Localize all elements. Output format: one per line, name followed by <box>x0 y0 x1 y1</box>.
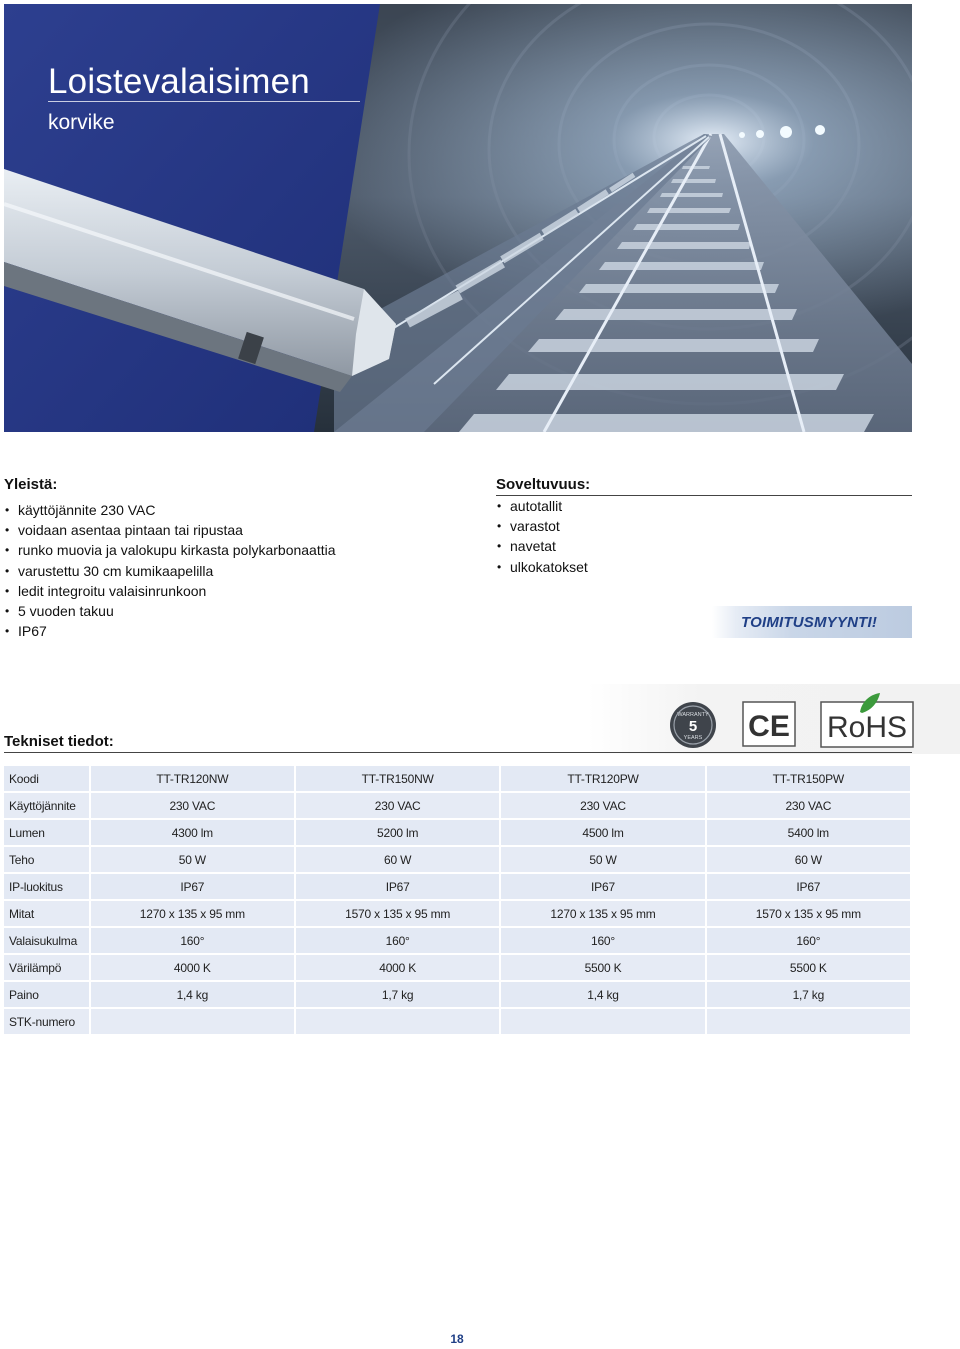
table-cell: 60 W <box>296 847 499 872</box>
table-cell: IP67 <box>296 874 499 899</box>
row-label: Käyttöjännite <box>4 793 89 818</box>
table-row <box>4 928 910 953</box>
table-cell: 230 VAC <box>296 793 499 818</box>
list-item: • voidaan asentaa pintaan tai ripustaa <box>5 522 243 539</box>
table-cell: TT-TR150NW <box>296 766 499 791</box>
table-row <box>4 955 910 980</box>
list-item: • varustettu 30 cm kumikaapelilla <box>5 562 214 579</box>
table-cell: 1,4 kg <box>501 982 704 1007</box>
table-row <box>4 982 910 1007</box>
table-cell: 160° <box>296 928 499 953</box>
table-cell: TT-TR120PW <box>501 766 704 791</box>
table-row <box>4 847 910 872</box>
list-item: • käyttöjännite 230 VAC <box>5 502 156 518</box>
row-label: Teho <box>4 847 89 872</box>
delivery-banner-text: TOIMITUSMYYNTI! <box>741 614 878 631</box>
table-cell <box>91 1009 294 1034</box>
table-cell: 1270 x 135 x 95 mm <box>501 901 704 926</box>
table-cell: IP67 <box>501 874 704 899</box>
table-cell: 1,7 kg <box>296 982 499 1007</box>
table-row <box>4 874 910 899</box>
table-cell: TT-TR150PW <box>707 766 910 791</box>
table-cell: IP67 <box>91 874 294 899</box>
table-cell: 5400 lm <box>707 820 910 845</box>
warranty-years: 5 <box>688 718 698 735</box>
row-label: Paino <box>4 982 89 1007</box>
row-label: Mitat <box>4 901 89 926</box>
table-cell: 50 W <box>91 847 294 872</box>
table-cell <box>501 1009 704 1034</box>
spec-table <box>2 764 912 1036</box>
list-item: • varastot <box>497 518 560 535</box>
warranty-unit: YEARS <box>683 735 703 741</box>
list-item: • autotallit <box>497 498 563 514</box>
table-cell: 4000 K <box>296 955 499 980</box>
table-cell: 1,7 kg <box>707 982 910 1007</box>
table-cell: 160° <box>501 928 704 953</box>
row-label: Valaisukulma <box>4 928 89 953</box>
page-number: 18 <box>450 1332 464 1346</box>
list-item: • IP67 <box>5 623 47 640</box>
table-cell: 5200 lm <box>296 820 499 845</box>
page-subtitle: korvike <box>48 111 115 134</box>
list-item: • 5 vuoden takuu <box>5 603 114 620</box>
table-cell: 4500 lm <box>501 820 704 845</box>
table-cell: TT-TR120NW <box>91 766 294 791</box>
general-list <box>4 500 336 641</box>
list-item: • ledit integroitu valaisinrunkoon <box>5 582 207 599</box>
table-cell: 230 VAC <box>707 793 910 818</box>
table-row <box>4 793 910 818</box>
table-cell: IP67 <box>707 874 910 899</box>
list-item: • navetat <box>497 538 556 555</box>
row-label: Koodi <box>4 766 89 791</box>
table-row <box>4 1009 910 1034</box>
tech-heading: Tekniset tiedot: <box>4 733 114 750</box>
suitability-list <box>496 496 588 577</box>
ce-text: CE <box>748 710 790 743</box>
list-item: • runko muovia ja valokupu kirkasta polykarbonaattia <box>5 542 336 559</box>
table-cell: 230 VAC <box>501 793 704 818</box>
table-cell: 60 W <box>707 847 910 872</box>
table-row <box>4 820 910 845</box>
list-item: • ulkokatokset <box>497 558 588 575</box>
warranty-badge-icon <box>668 700 718 750</box>
table-cell: 5500 K <box>501 955 704 980</box>
page-title: Loistevalaisimen <box>48 62 310 101</box>
table-cell: 1570 x 135 x 95 mm <box>296 901 499 926</box>
suitability-heading: Soveltuvuus: <box>496 476 591 493</box>
hero-banner <box>4 4 912 432</box>
table-cell: 4300 lm <box>91 820 294 845</box>
table-cell <box>707 1009 910 1034</box>
table-cell: 160° <box>707 928 910 953</box>
table-cell: 1,4 kg <box>91 982 294 1007</box>
table-cell: 160° <box>91 928 294 953</box>
tech-divider <box>4 752 912 753</box>
table-cell: 4000 K <box>91 955 294 980</box>
title-divider <box>48 101 360 102</box>
row-label: STK-numero <box>4 1009 89 1034</box>
table-row <box>4 766 910 791</box>
row-label: Lumen <box>4 820 89 845</box>
table-cell: 230 VAC <box>91 793 294 818</box>
row-label: Värilämpö <box>4 955 89 980</box>
rohs-text: RoHS <box>826 711 908 744</box>
row-label: IP-luokitus <box>4 874 89 899</box>
table-cell: 5500 K <box>707 955 910 980</box>
table-row <box>4 901 910 926</box>
table-cell: 50 W <box>501 847 704 872</box>
table-cell <box>296 1009 499 1034</box>
ce-mark-icon <box>742 701 796 747</box>
general-heading: Yleistä: <box>4 476 58 493</box>
rohs-mark-icon <box>820 692 914 748</box>
table-cell: 1570 x 135 x 95 mm <box>707 901 910 926</box>
warranty-text: WARRANTY <box>677 712 709 718</box>
table-cell: 1270 x 135 x 95 mm <box>91 901 294 926</box>
